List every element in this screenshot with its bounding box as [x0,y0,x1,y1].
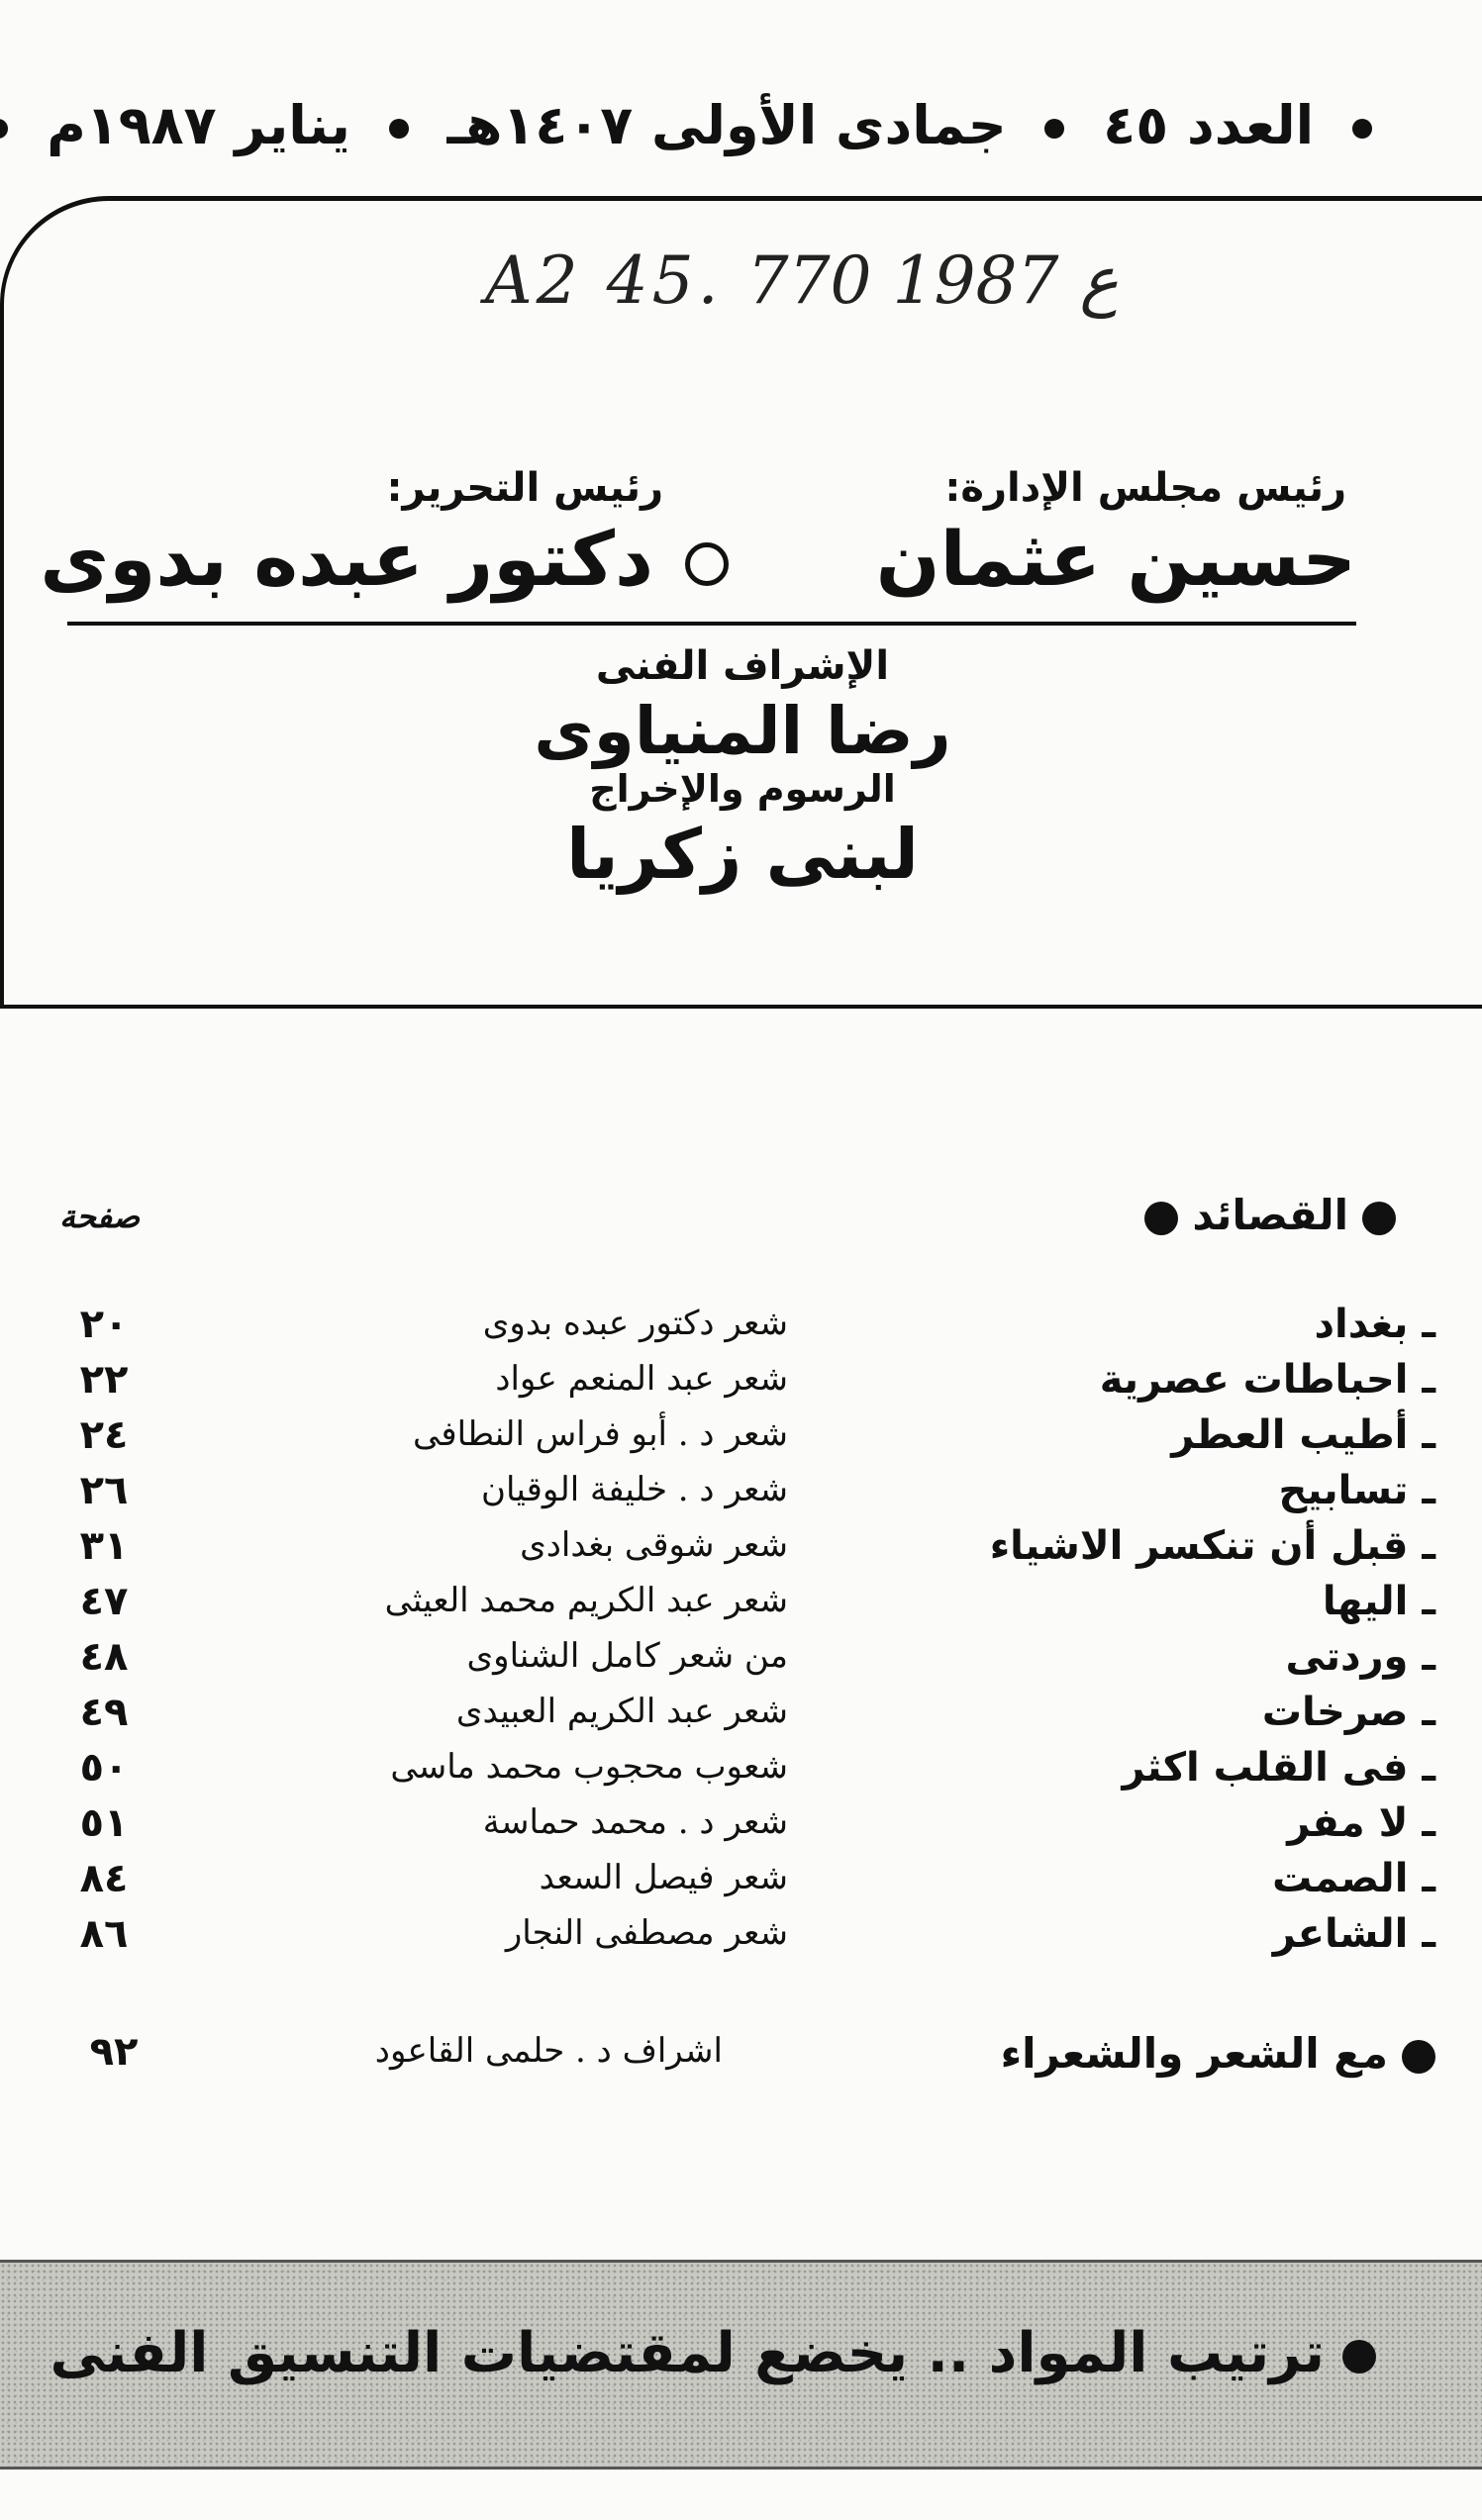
poem-author: شعر شوقى بغدادى [520,1525,788,1565]
toc-row [59,1745,1435,1798]
toc-row [59,1523,1435,1577]
poem-title: ـ صرخات [1261,1690,1435,1735]
chairman-label: رئيس مجلس الإدارة: [944,465,1346,511]
bullet-dot [1044,119,1064,139]
page-column-header: صفحة [59,1198,141,1235]
poem-title: ـ احباطات عصرية [1099,1357,1435,1403]
page-number: ٥١ [79,1800,129,1846]
divider [67,622,1356,626]
toc-row [59,1357,1435,1410]
page-number: ٢٢ [79,1357,129,1403]
poem-author: شعر د . خليفة الوقيان [480,1470,788,1509]
bullet-dot [389,119,409,139]
bullet-icon [1144,1202,1178,1235]
page-number: ٤٧ [79,1579,129,1624]
page-number: ٣١ [79,1523,129,1569]
footer-note [49,2321,1376,2385]
page-number: ٥٠ [79,1745,129,1791]
drawings-label: الرسوم والإخراج [589,767,896,811]
poem-author: شعر عبد الكريم العبيدى [455,1692,788,1731]
handwritten-catalog-note: A2 45. ع 1987 770 [485,242,1119,319]
separator-circle-icon [685,542,729,586]
poem-author: من شعر كامل الشناوى [466,1636,788,1676]
art-supervision-name: رضا المنياوى [534,693,951,769]
poem-title: ـ قبل أن تنكسر الاشياء [989,1523,1435,1569]
poem-title: ـ اليها [1322,1579,1435,1624]
poem-title: ـ وردتى [1285,1634,1435,1680]
toc-row [59,1911,1435,1965]
gregorian-date: يناير ١٩٨٧م [47,94,350,156]
section-title-text: القصائد [1192,1191,1348,1239]
feature-title [940,2029,1435,2078]
toc-row [59,1800,1435,1854]
page-number: ٨٤ [79,1856,129,1901]
poem-title: ـ تسابيح [1278,1468,1435,1513]
poem-title: ـ بغداد [1314,1302,1435,1347]
poem-author: شعر عبد المنعم عواد [495,1359,788,1399]
bullet-icon [1342,2340,1376,2374]
page-number: ٨٦ [79,1911,129,1957]
poem-author: شعر فيصل السعد [539,1858,788,1897]
bullet-dot [1352,119,1372,139]
table-of-contents [59,1302,1435,1985]
drawings-name: لبنى زكريا [566,814,919,895]
chairman-name: حسين عثمان [875,515,1356,603]
toc-row [59,1690,1435,1743]
toc-row [59,1856,1435,1909]
feature-author: اشراف د . حلمى القاعود [374,2031,723,2071]
toc-row [59,1302,1435,1355]
poem-title: ـ الصمت [1272,1856,1435,1901]
divider [0,1005,1482,1009]
feature-page: ٩٢ [89,2029,139,2075]
toc-row [59,1468,1435,1521]
bullet-icon [1362,1202,1396,1235]
poem-author: شعوب محجوب محمد ماسى [390,1747,788,1787]
toc-row [59,1579,1435,1632]
page-number: ٢٦ [79,1468,129,1513]
art-supervision-label: الإشراف الفنى [595,643,890,689]
poem-author: شعر عبد الكريم محمد العيثى [384,1581,788,1620]
editor-name: دكتور عبده بدوى [40,515,653,603]
poem-author: شعر د . محمد حماسة [482,1802,788,1842]
poem-title: ـ أطيب العطر [1171,1412,1435,1458]
toc-row [59,1412,1435,1466]
poem-title: ـ فى القلب اكثر [1122,1745,1435,1791]
poem-author: شعر دكتور عبده بدوى [482,1304,788,1343]
poem-author: شعر د . أبو فراس النطافى [413,1414,788,1454]
footer-note-text: ترتيب المواد .. يخضع لمقتضيات التنسيق الفنى [49,2321,1325,2385]
bullet-dot [0,119,8,139]
page-number: ٢٤ [79,1412,129,1458]
page-number: ٢٠ [79,1302,129,1347]
section-title [990,1191,1396,1239]
hijri-date: جمادى الأولى ١٤٠٧هـ [446,94,1007,156]
poem-title: ـ الشاعر [1272,1911,1435,1957]
page-number: ٤٩ [79,1690,129,1735]
feature-title-text: مع الشعر والشعراء [1000,2029,1388,2078]
issue-line [47,94,1386,156]
toc-row [59,1634,1435,1688]
editor-label: رئيس التحرير: [386,465,663,511]
issue-number: العدد ٤٥ [1103,94,1315,156]
bullet-icon [1402,2040,1435,2074]
page-number: ٤٨ [79,1634,129,1680]
poem-title: ـ لا مفر [1287,1800,1435,1846]
feature-row [59,2029,1435,2088]
poem-author: شعر مصطفى النجار [505,1913,788,1953]
